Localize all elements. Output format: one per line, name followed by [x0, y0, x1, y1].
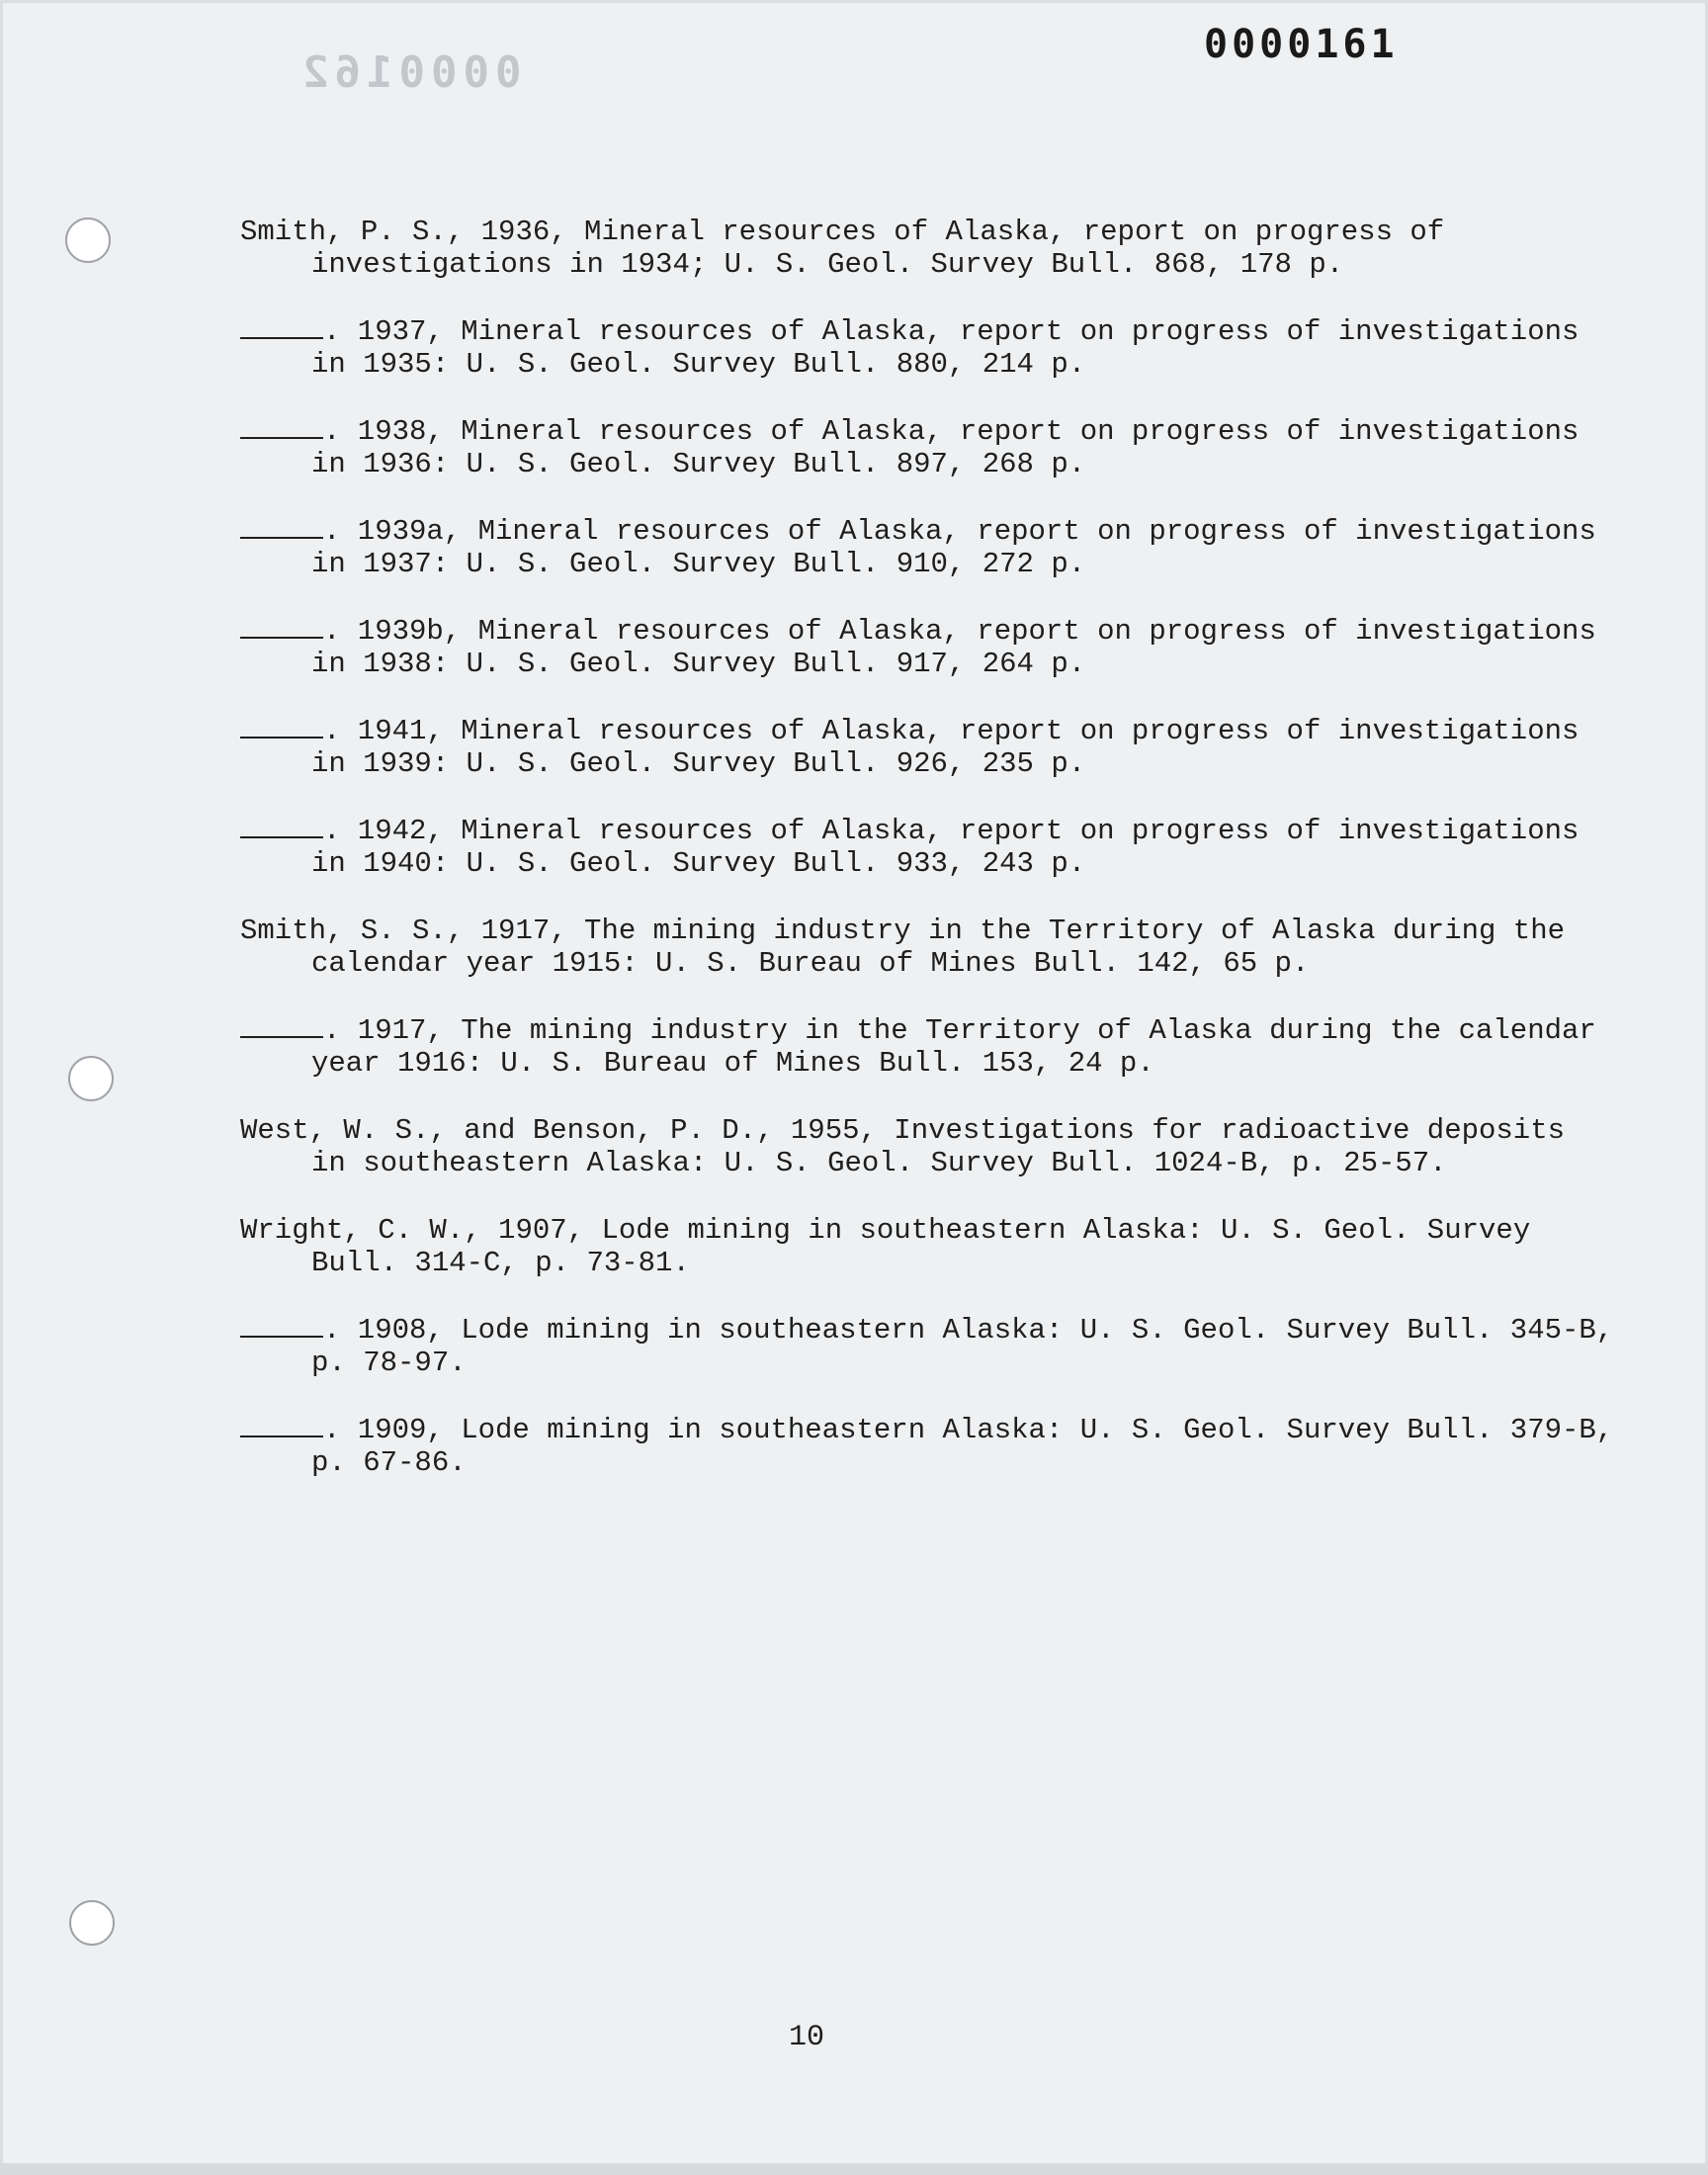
punch-hole-icon	[65, 218, 111, 263]
reference-author: West, W. S., and Benson, P. D.,	[240, 1114, 791, 1147]
reference-entry	[240, 1414, 1614, 1479]
reference-text: . 1909, Lode mining in southeastern Alaska: U. S. Geol. Survey Bull. 379-B, p. 67-86.	[311, 1414, 1614, 1479]
document-number-stamp: 0000161	[1204, 22, 1399, 67]
reference-text: . 1917, The mining industry in the Territory of Alaska during the calendar year 1916: U. S. Bureau of Mines Bull. 153, 24 p.	[311, 1014, 1596, 1080]
reference-entry	[240, 1014, 1614, 1080]
reference-entry	[240, 216, 1614, 281]
ditto-dash	[240, 715, 323, 739]
reference-text: . 1908, Lode mining in southeastern Alaska: U. S. Geol. Survey Bull. 345-B, p. 78-97.	[311, 1314, 1614, 1379]
ditto-dash	[240, 415, 323, 439]
reference-entry	[240, 715, 1614, 780]
punch-hole-icon	[69, 1900, 115, 1946]
reference-text: 1955, Investigations for radioactive deposits in southeastern Alaska: U. S. Geol. Survey Bull. 1024-B, p. 25-57.	[311, 1114, 1566, 1179]
reference-entry	[240, 815, 1614, 880]
reference-entry	[240, 1214, 1614, 1279]
reference-text: 1936, Mineral resources of Alaska, report on progress of investigations in 1934; U. S. Geol. Survey Bull. 868, 178 p.	[311, 216, 1445, 281]
ditto-dash	[240, 515, 323, 539]
page-bottom-edge	[0, 2163, 1708, 2175]
reference-text: . 1941, Mineral resources of Alaska, report on progress of investigations in 1939: U. S. Geol. Survey Bull. 926, 235 p.	[311, 715, 1580, 780]
reference-text: . 1942, Mineral resources of Alaska, report on progress of investigations in 1940: U. S. Geol. Survey Bull. 933, 243 p.	[311, 815, 1580, 880]
reference-text: . 1939a, Mineral resources of Alaska, report on progress of investigations in 1937: U. S. Geol. Survey Bull. 910, 272 p.	[311, 515, 1596, 580]
ditto-dash	[240, 1014, 323, 1038]
reference-entry	[240, 315, 1614, 381]
reference-text: 1917, The mining industry in the Territory of Alaska during the calendar year 1915: U. S. Bureau of Mines Bull. 142, 65 p.	[311, 914, 1566, 980]
reference-text: 1907, Lode mining in southeastern Alaska: U. S. Geol. Survey Bull. 314-C, p. 73-81.	[311, 1214, 1531, 1279]
ditto-dash	[240, 615, 323, 639]
ditto-dash	[240, 1314, 323, 1338]
reference-text: . 1938, Mineral resources of Alaska, report on progress of investigations in 1936: U. S. Geol. Survey Bull. 897, 268 p.	[311, 415, 1580, 480]
ditto-dash	[240, 315, 323, 339]
reference-entry	[240, 914, 1614, 980]
reference-entry	[240, 1114, 1614, 1179]
ditto-dash	[240, 1414, 323, 1437]
reference-entry	[240, 1314, 1614, 1379]
bleed-through-stamp: 0000162	[297, 47, 522, 98]
page-number: 10	[788, 2021, 824, 2054]
reference-entry	[240, 515, 1614, 580]
reference-list	[240, 216, 1614, 1514]
reference-author: Smith, P. S.,	[240, 216, 481, 248]
reference-author: Wright, C. W.,	[240, 1214, 499, 1247]
reference-entry	[240, 615, 1614, 680]
reference-text: . 1939b, Mineral resources of Alaska, report on progress of investigations in 1938: U. S. Geol. Survey Bull. 917, 264 p.	[311, 615, 1596, 680]
reference-entry	[240, 415, 1614, 480]
ditto-dash	[240, 815, 323, 838]
reference-author: Smith, S. S.,	[240, 914, 481, 947]
punch-hole-icon	[68, 1056, 114, 1101]
reference-text: . 1937, Mineral resources of Alaska, report on progress of investigations in 1935: U. S. Geol. Survey Bull. 880, 214 p.	[311, 315, 1580, 381]
